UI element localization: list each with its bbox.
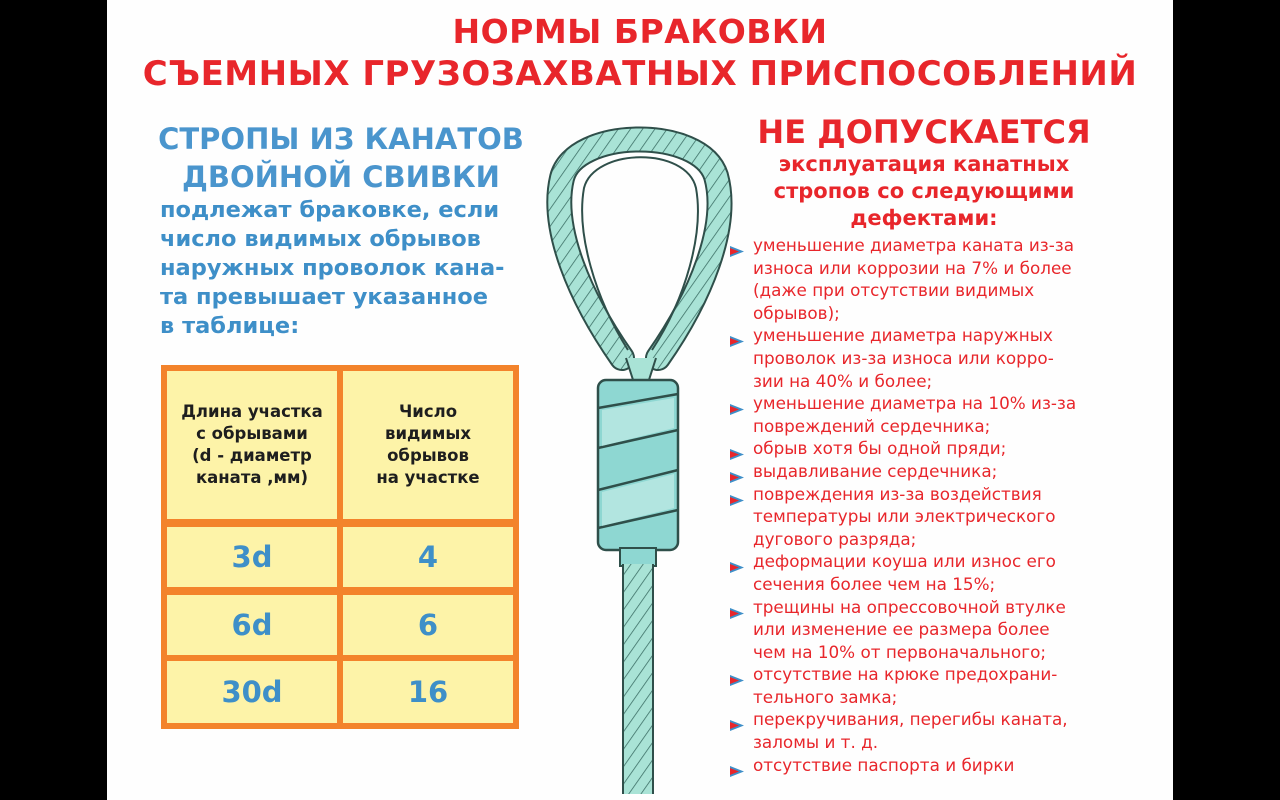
defect-line: повреждений сердечника; — [753, 415, 991, 436]
defect-line: отсутствие на крюке предохрани- — [753, 664, 1058, 685]
defect-item — [727, 392, 1167, 437]
defect-line: проволок из-за износа или корро- — [753, 347, 1054, 368]
table-header-breaks — [343, 371, 513, 519]
table-cell-length: 6d — [167, 595, 337, 655]
right-subheading — [724, 151, 1124, 232]
table-header-line: обрывов — [387, 446, 469, 465]
table-cell-length: 30d — [167, 661, 337, 723]
breaks-table — [161, 365, 519, 729]
defect-line: перекручивания, перегибы каната, — [753, 709, 1068, 730]
right-subheading-line: эксплуатация канатных — [778, 152, 1070, 176]
defect-item — [727, 663, 1167, 708]
arrow-bullet-icon — [730, 714, 744, 725]
arrow-bullet-icon — [730, 240, 744, 251]
arrow-bullet-icon — [730, 556, 744, 567]
defect-item — [727, 708, 1167, 753]
right-subheading-line: дефектами: — [850, 206, 998, 230]
defect-line: уменьшение диаметра каната из-за — [753, 235, 1074, 255]
table-header-line: Число — [398, 402, 458, 421]
left-heading-line1: СТРОПЫ ИЗ КАНАТОВ — [158, 122, 524, 156]
left-heading-line2: ДВОЙНОЙ СВИВКИ — [182, 160, 500, 194]
defect-line: чем на 10% от первоначального; — [753, 641, 1046, 662]
left-paragraph-line: та превышает указанное — [160, 284, 488, 310]
table-cell-breaks: 16 — [343, 661, 513, 723]
left-paragraph-line: наружных проволок кана- — [160, 255, 505, 281]
left-paragraph — [160, 196, 540, 341]
poster-title-line2: СЪЕМНЫХ ГРУЗОЗАХВАТНЫХ ПРИСПОСОБЛЕНИЙ — [142, 54, 1138, 94]
table-header-line: видимых — [385, 424, 471, 443]
defect-line: заломы и т. д. — [753, 732, 879, 753]
arrow-bullet-icon — [730, 443, 744, 454]
defect-line: тельного замка; — [753, 686, 898, 707]
arrow-bullet-icon — [730, 466, 744, 477]
table-header-line: Длина участка — [181, 402, 323, 421]
defect-item — [727, 550, 1167, 595]
defect-item — [727, 754, 1167, 777]
defect-line: трещины на опрессовочной втулке — [753, 596, 1066, 617]
right-heading: НЕ ДОПУСКАЕТСЯ — [757, 113, 1091, 151]
defect-item — [727, 460, 1167, 483]
defects-list — [727, 234, 1167, 776]
table-header-length — [167, 371, 337, 519]
defect-item — [727, 324, 1167, 392]
defect-line: дугового разряда; — [753, 528, 917, 549]
arrow-bullet-icon — [730, 398, 744, 409]
arrow-bullet-icon — [730, 330, 744, 341]
table-header-line: на участке — [376, 468, 480, 487]
table-cell-breaks: 4 — [343, 527, 513, 587]
defect-line: зии на 40% и более; — [753, 370, 933, 391]
defect-line: отсутствие паспорта и бирки — [753, 754, 1015, 775]
table-header-line: (d - диаметр — [192, 446, 312, 465]
defect-line: износа или коррозии на 7% и более — [753, 257, 1072, 278]
defect-line: сечения более чем на 15%; — [753, 573, 996, 594]
defect-line: деформации коуша или износ его — [753, 551, 1056, 572]
defect-item — [727, 596, 1167, 664]
defect-line: температуры или электрического — [753, 506, 1056, 527]
defect-item — [727, 437, 1167, 460]
defect-line: уменьшение диаметра наружных — [753, 325, 1053, 346]
arrow-bullet-icon — [730, 602, 744, 613]
defect-line: выдавливание сердечника; — [753, 460, 998, 481]
table-header-line: с обрывами — [196, 424, 308, 443]
left-paragraph-line: в таблице: — [160, 313, 300, 339]
arrow-bullet-icon — [730, 489, 744, 500]
left-heading — [141, 120, 541, 196]
defect-item — [727, 483, 1167, 551]
defect-line: обрыв хотя бы одной пряди; — [753, 438, 1007, 459]
defect-line: уменьшение диаметра на 10% из-за — [753, 393, 1077, 414]
table-header-line: каната ,мм) — [195, 468, 309, 487]
left-paragraph-line: подлежат браковке, если — [160, 197, 500, 223]
poster — [107, 0, 1173, 800]
poster-title-line1: НОРМЫ БРАКОВКИ — [452, 12, 828, 51]
arrow-bullet-icon — [730, 669, 744, 680]
table-cell-length: 3d — [167, 527, 337, 587]
defect-line: повреждения из-за воздействия — [753, 483, 1042, 504]
right-subheading-line: стропов со следующими — [773, 179, 1075, 203]
defect-line: (даже при отсутствии видимых — [753, 280, 1035, 301]
left-paragraph-line: число видимых обрывов — [160, 226, 481, 252]
defect-item — [727, 234, 1167, 324]
wire-rope-sling-illustration — [540, 118, 745, 798]
arrow-bullet-icon — [730, 760, 744, 771]
defect-line: обрывов); — [753, 302, 840, 323]
table-cell-breaks: 6 — [343, 595, 513, 655]
defect-line: или изменение ее размера более — [753, 619, 1050, 640]
